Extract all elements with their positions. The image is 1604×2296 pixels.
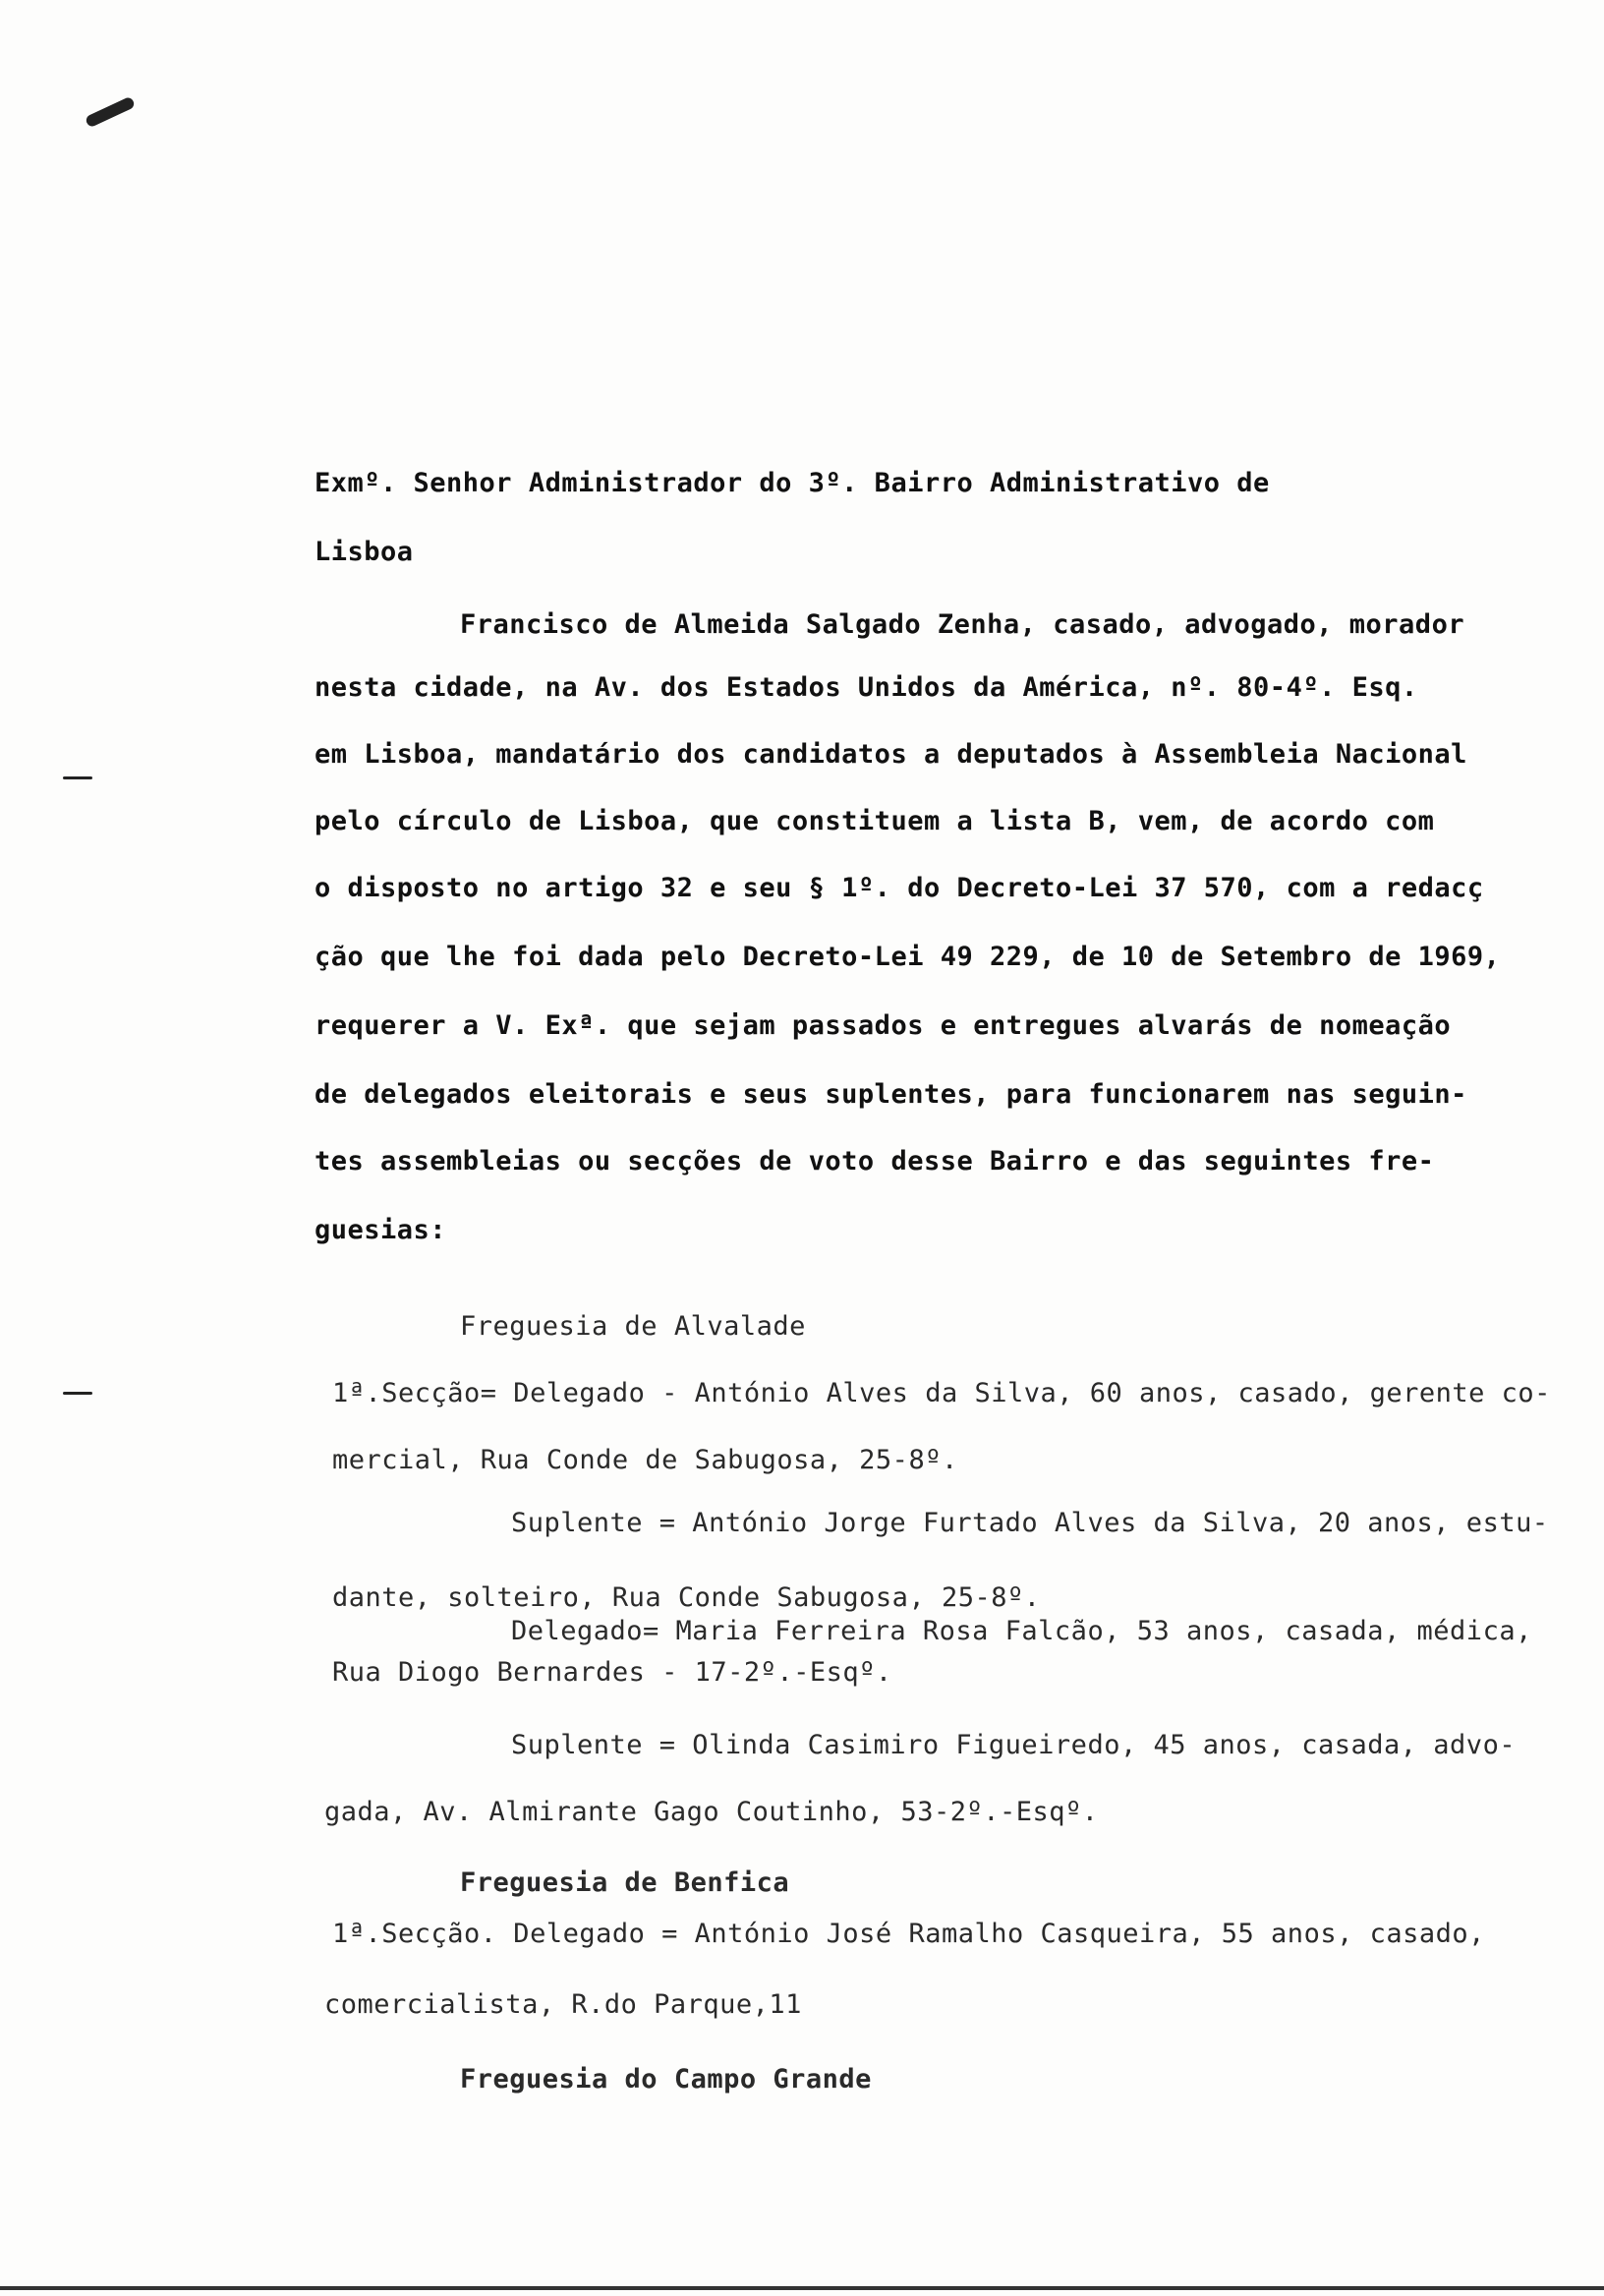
parish-entry-line: gada, Av. Almirante Gago Coutinho, 53-2º.-Esqº.: [324, 1797, 1099, 1827]
parish-entry-line: Suplente = Olinda Casimiro Figueiredo, 45 anos, casada, advo-: [511, 1730, 1517, 1760]
parish-entry-line: comercialista, R.do Parque,11: [324, 1989, 802, 2020]
page-bottom-edge: [0, 2286, 1604, 2290]
body-line: Francisco de Almeida Salgado Zenha, casado, advogado, morador: [460, 609, 1465, 640]
body-line: em Lisboa, mandatário dos candidatos a deputados à Assembleia Nacional: [315, 739, 1467, 770]
parish-entry-line: mercial, Rua Conde de Sabugosa, 25-8º.: [332, 1445, 958, 1475]
parish-entry-line: Delegado= Maria Ferreira Rosa Falcão, 53 anos, casada, médica,: [511, 1616, 1532, 1646]
body-line: tes assembleias ou secções de voto desse Bairro e das seguintes fre-: [315, 1146, 1435, 1177]
parish-entry-line: dante, solteiro, Rua Conde Sabugosa, 25-8º.: [332, 1582, 1041, 1613]
salutation-line-1: Exmº. Senhor Administrador do 3º. Bairro Administrativo de: [315, 468, 1270, 498]
ink-smudge: [85, 96, 136, 129]
parish-entry-line: Suplente = António Jorge Furtado Alves da Silva, 20 anos, estu-: [511, 1508, 1549, 1538]
body-line: o disposto no artigo 32 e seu § 1º. do Decreto-Lei 37 570, com a redacç: [315, 873, 1484, 903]
parish-entry-line: Rua Diogo Bernardes - 17-2º.-Esqº.: [332, 1657, 892, 1688]
punch-hole-mark-bottom: [63, 1392, 92, 1395]
body-line: nesta cidade, na Av. dos Estados Unidos da América, nº. 80-4º. Esq.: [315, 672, 1418, 703]
body-line: requerer a V. Exª. que sejam passados e entregues alvarás de nomeação: [315, 1010, 1452, 1041]
body-line: guesias:: [315, 1215, 447, 1245]
parish-entry-line: 1ª.Secção= Delegado - António Alves da Silva, 60 anos, casado, gerente co-: [332, 1378, 1551, 1408]
parish-heading: Freguesia de Benfica: [460, 1867, 790, 1898]
body-line: ção que lhe foi dada pelo Decreto-Lei 49 229, de 10 de Setembro de 1969,: [315, 942, 1501, 972]
body-line: de delegados eleitorais e seus suplentes, para funcionarem nas seguin-: [315, 1079, 1467, 1110]
punch-hole-mark-top: [63, 776, 92, 779]
salutation-line-2: Lisboa: [315, 537, 414, 567]
parish-heading: Freguesia de Alvalade: [460, 1311, 806, 1342]
parish-heading: Freguesia do Campo Grande: [460, 2064, 872, 2095]
body-line: pelo círculo de Lisboa, que constituem a lista B, vem, de acordo com: [315, 806, 1435, 836]
parish-entry-line: 1ª.Secção. Delegado = António José Ramalho Casqueira, 55 anos, casado,: [332, 1919, 1485, 1949]
